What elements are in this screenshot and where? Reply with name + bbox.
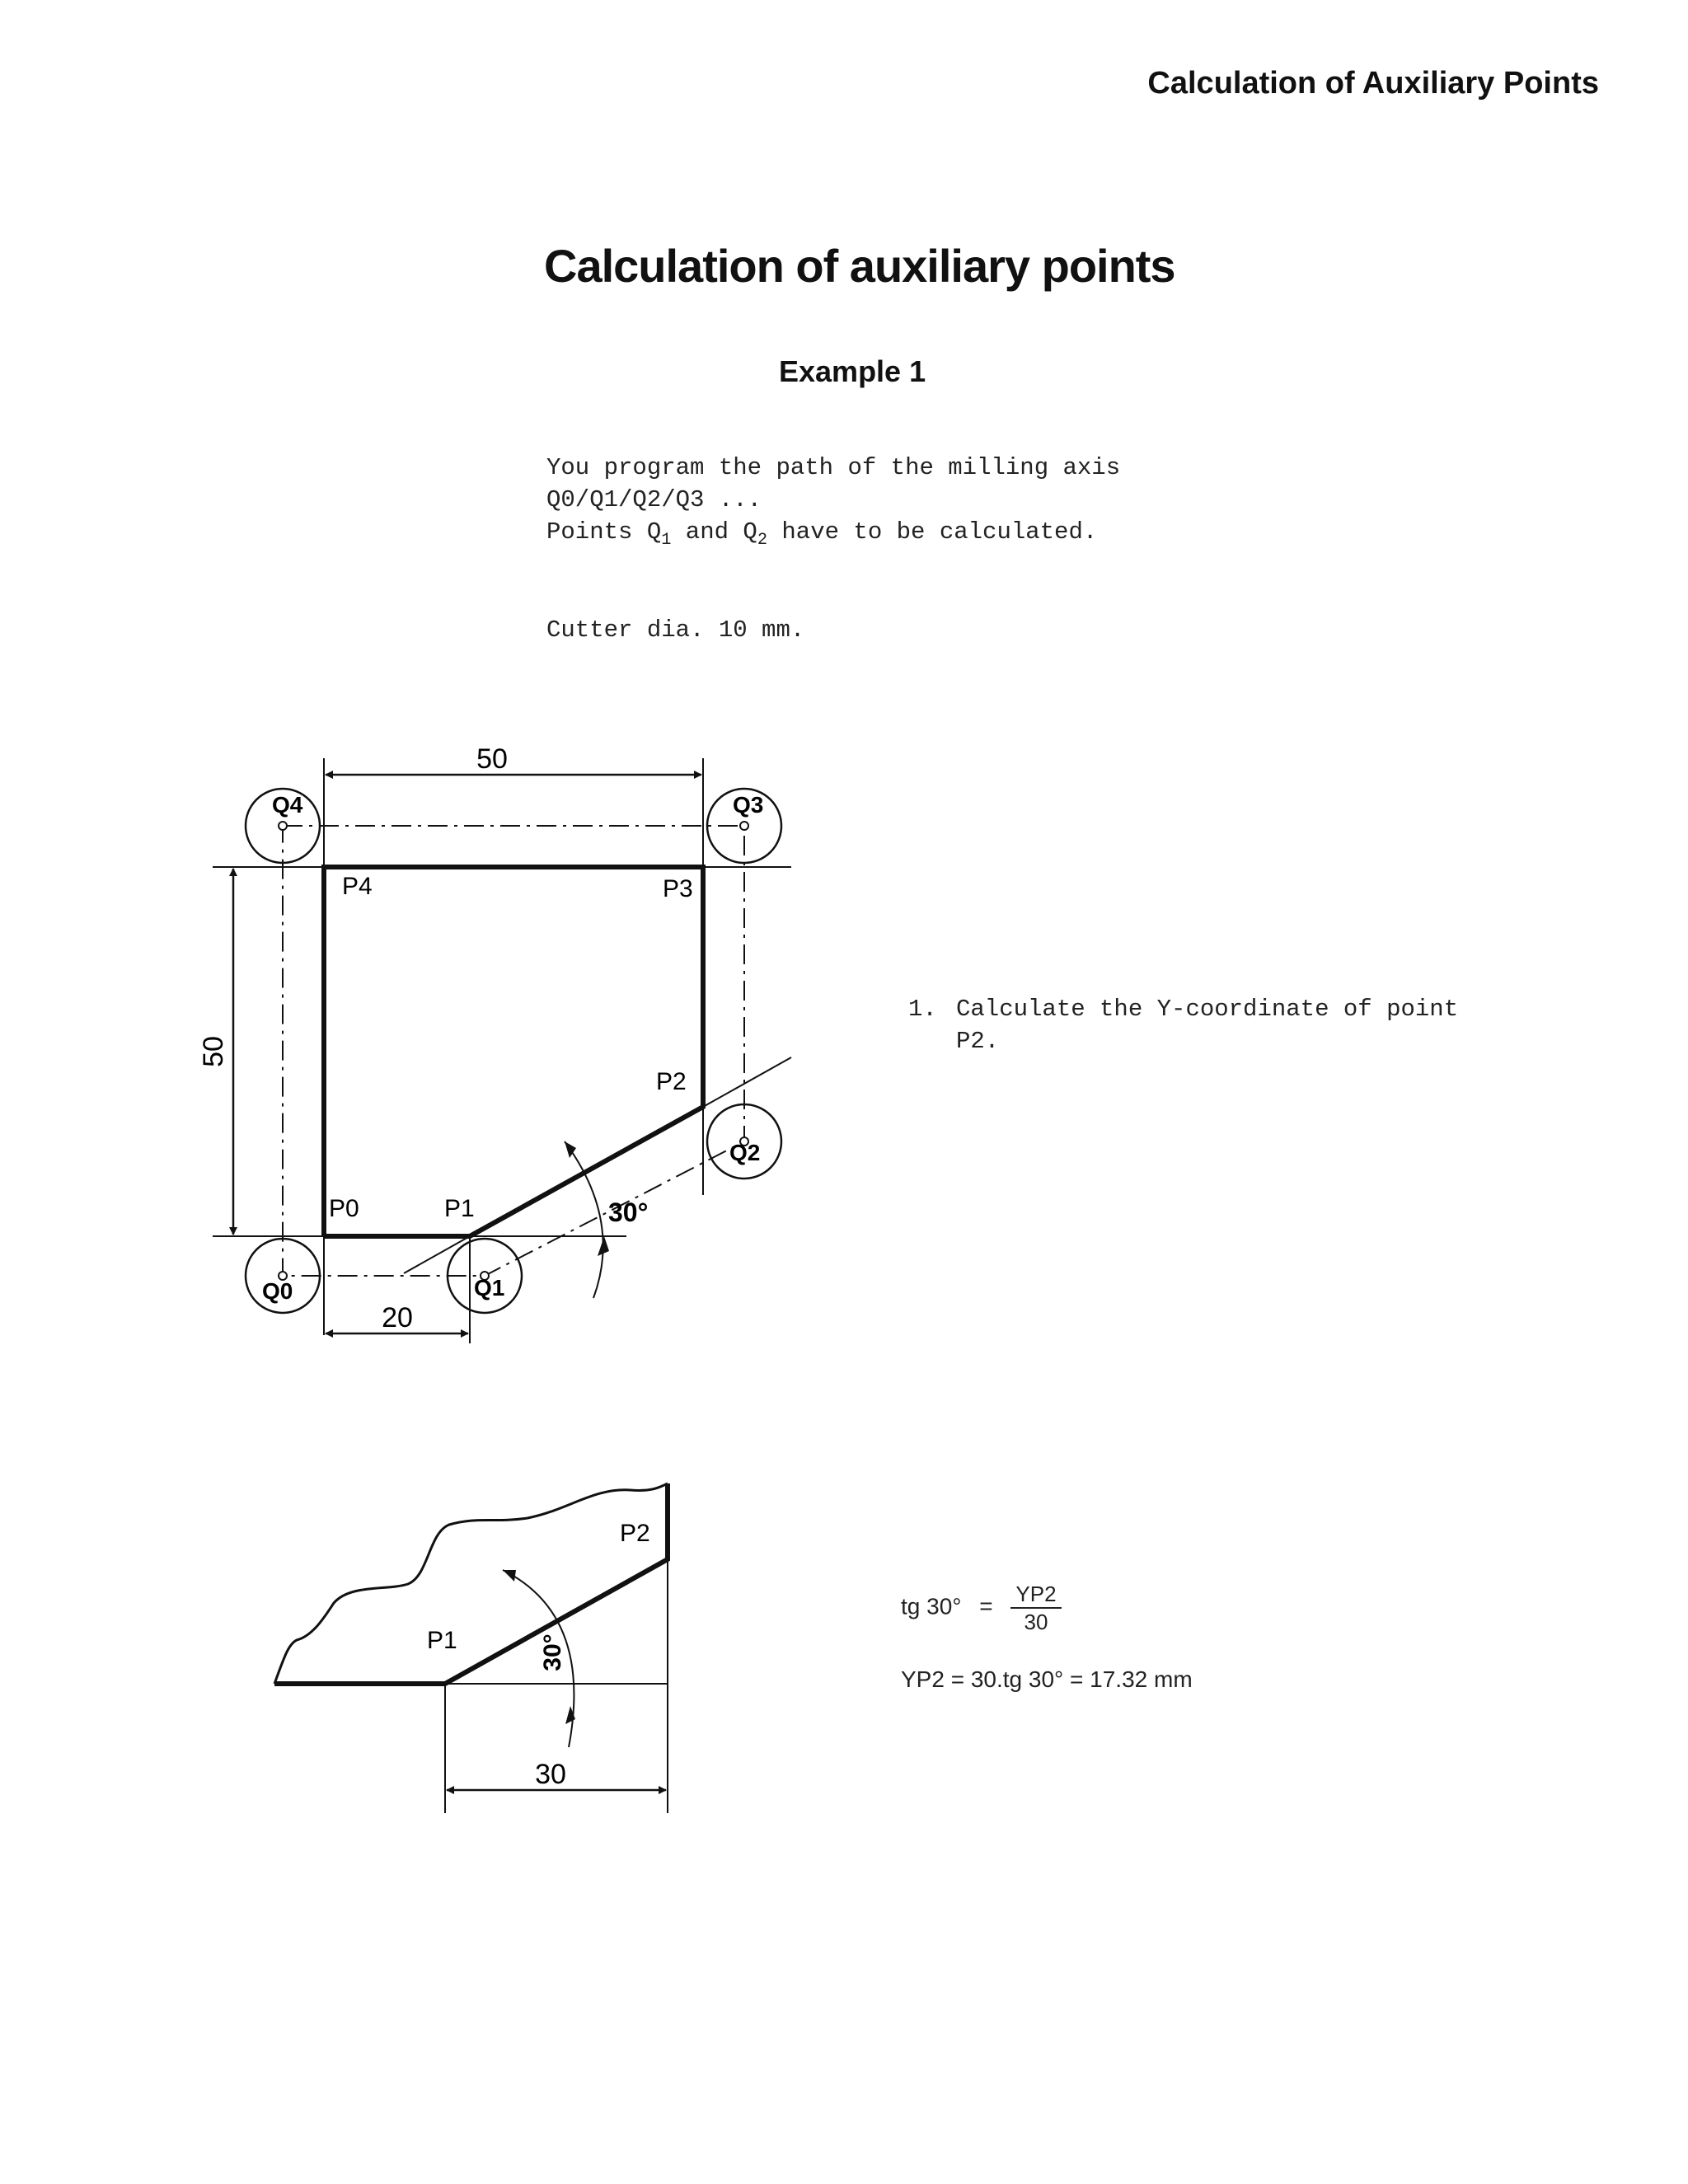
label-p3: P3 xyxy=(663,875,693,902)
detail-dim-label: 30 xyxy=(535,1759,566,1790)
formula-lhs: tg 30° xyxy=(901,1593,962,1619)
detail-label-p2: P2 xyxy=(620,1520,650,1547)
workpiece-contour xyxy=(324,867,703,1236)
page-title: Calculation of auxiliary points xyxy=(544,240,1175,292)
step-text: Calculate the Y-coordinate of point xyxy=(956,996,1459,1023)
intro-line-2: Q0/Q1/Q2/Q3 ... xyxy=(546,486,762,513)
running-header: Calculation of Auxiliary Points xyxy=(1147,66,1599,101)
formula-numerator: YP2 xyxy=(1010,1581,1061,1609)
detail-label-p1: P1 xyxy=(427,1627,457,1654)
label-q0: Q0 xyxy=(262,1278,293,1304)
formula-equals: = xyxy=(979,1593,993,1619)
label-p4: P4 xyxy=(342,873,373,900)
workpiece-contour-detail xyxy=(274,1483,668,1684)
label-q4: Q4 xyxy=(272,792,303,818)
label-q1: Q1 xyxy=(474,1275,505,1301)
dim-top-label: 50 xyxy=(476,743,508,775)
label-q3: Q3 xyxy=(733,792,764,818)
label-q2: Q2 xyxy=(729,1140,761,1165)
cutter-diameter: Cutter dia. 10 mm. xyxy=(546,616,805,644)
dim-left-label: 50 xyxy=(198,1036,229,1067)
step-text-cont: P2. xyxy=(956,1028,1000,1055)
label-p1: P1 xyxy=(444,1195,475,1222)
angle-label: 30° xyxy=(608,1197,649,1227)
label-p2: P2 xyxy=(656,1068,687,1095)
intro-line-1: You program the path of the milling axis xyxy=(546,454,1121,481)
label-p0: P0 xyxy=(329,1195,359,1222)
example-heading: Example 1 xyxy=(779,354,926,388)
formula-denominator: 30 xyxy=(1024,1610,1048,1634)
formula-result: YP2 = 30.tg 30° = 17.32 mm xyxy=(901,1666,1193,1692)
intro-line-3: Points $Q_1$ and $Q_2$ have to be calculated. xyxy=(546,518,1098,550)
detail-angle-label: 30° xyxy=(539,1633,566,1671)
dim-bottom-label: 20 xyxy=(382,1302,413,1333)
workpiece-break-outline xyxy=(274,1483,668,1684)
step-number: 1. xyxy=(908,996,937,1023)
